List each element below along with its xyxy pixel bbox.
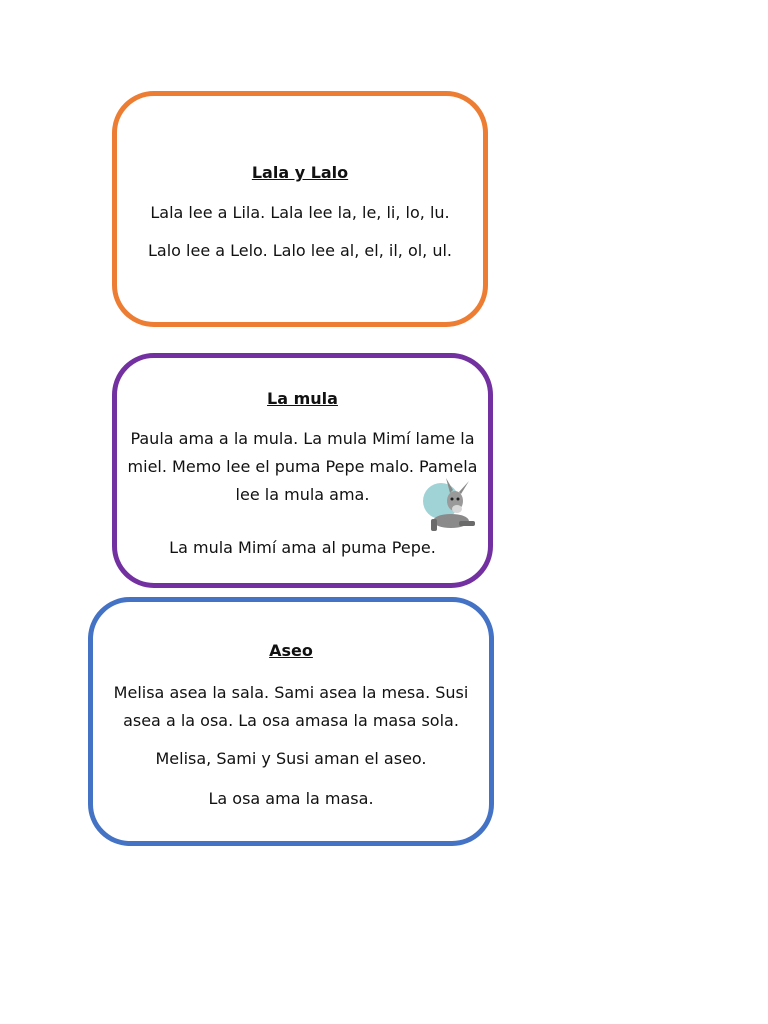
card-title: Lala y Lalo bbox=[251, 163, 349, 182]
card-title: Aseo bbox=[269, 641, 313, 660]
card-text-line: Lalo lee a Lelo. Lalo lee al, el, il, ol, ul. bbox=[147, 241, 453, 260]
card-text-line: lee la mula ama. bbox=[235, 485, 370, 504]
reading-card-lala-y-lalo bbox=[112, 91, 488, 327]
card-text-line: asea a la osa. La osa amasa la masa sola. bbox=[123, 711, 459, 730]
card-text-line: Melisa asea la sala. Sami asea la mesa. Susi bbox=[113, 683, 469, 702]
reading-card-la-mula bbox=[112, 353, 493, 588]
card-title: La mula bbox=[267, 389, 338, 408]
card-text-line: miel. Memo lee el puma Pepe malo. Pamela bbox=[127, 457, 478, 476]
donkey-icon bbox=[417, 475, 483, 535]
card-text-line: Lala lee a Lila. Lala lee la, le, li, lo, lu. bbox=[150, 203, 450, 222]
card-text-line: Paula ama a la mula. La mula Mimí lame la bbox=[130, 429, 475, 448]
card-text-line: Melisa, Sami y Susi aman el aseo. bbox=[155, 749, 427, 768]
card-text-line: La mula Mimí ama al puma Pepe. bbox=[169, 538, 436, 557]
reading-card-aseo bbox=[88, 597, 494, 846]
card-text-line: La osa ama la masa. bbox=[208, 789, 374, 808]
